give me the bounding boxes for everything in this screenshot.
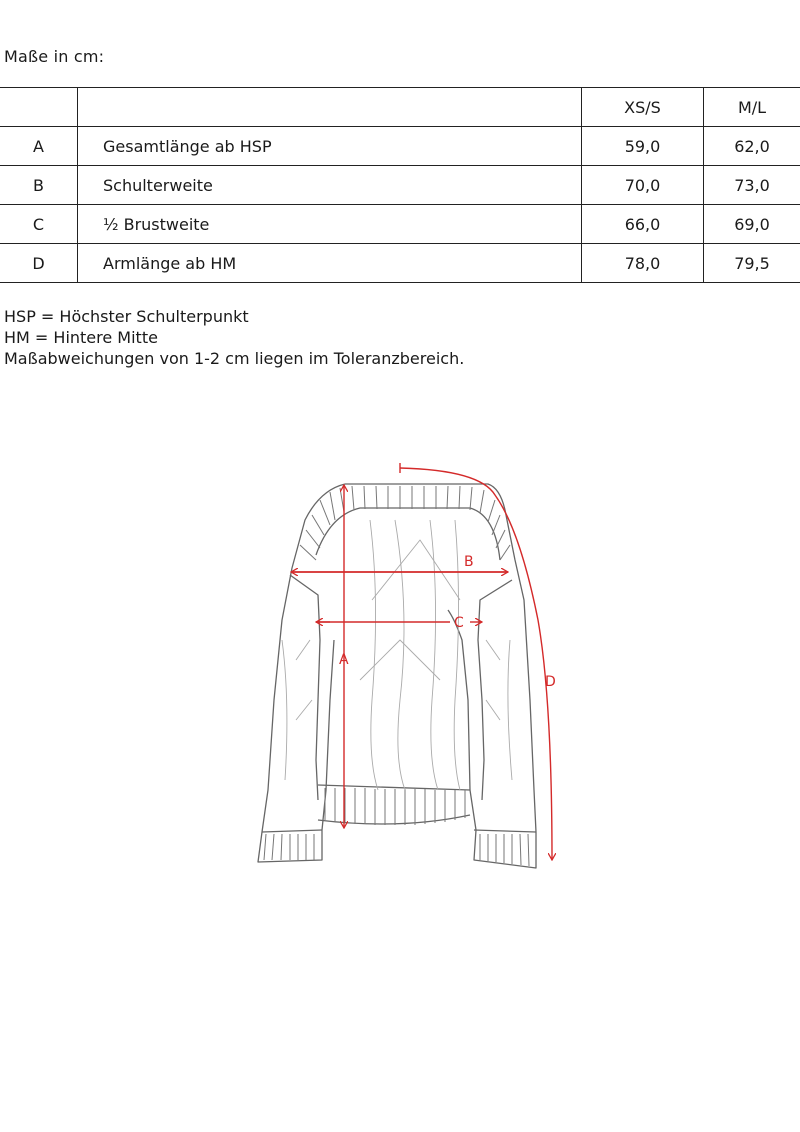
measurements-heading: Maße in cm:	[4, 47, 105, 66]
table-row	[0, 127, 800, 166]
row-xs-s-value: 66,0	[582, 205, 704, 244]
note-tolerance: Maßabweichungen von 1-2 cm liegen im Toleranzbereich.	[4, 349, 465, 368]
row-label: ½ Brustweite	[78, 205, 582, 244]
row-m-l-value: 73,0	[704, 166, 800, 205]
header-xs-s: XS/S	[582, 88, 704, 127]
row-key: A	[0, 127, 78, 166]
table-row	[0, 244, 800, 283]
row-xs-s-value: 70,0	[582, 166, 704, 205]
row-key: D	[0, 244, 78, 283]
row-m-l-value: 62,0	[704, 127, 800, 166]
row-xs-s-value: 59,0	[582, 127, 704, 166]
note-hm: HM = Hintere Mitte	[4, 328, 158, 347]
label-b: B	[464, 554, 474, 570]
row-m-l-value: 69,0	[704, 205, 800, 244]
header-label	[78, 88, 582, 127]
header-key	[0, 88, 78, 127]
sweater-sketch-icon	[258, 484, 536, 868]
label-a: A	[339, 652, 349, 668]
table-row	[0, 205, 800, 244]
table-header-row	[0, 88, 800, 127]
row-label: Armlänge ab HM	[78, 244, 582, 283]
measure-line-d	[400, 468, 552, 860]
row-label: Gesamtlänge ab HSP	[78, 127, 582, 166]
legend-notes	[4, 306, 464, 369]
table-row	[0, 166, 800, 205]
row-key: B	[0, 166, 78, 205]
header-m-l: M/L	[704, 88, 800, 127]
row-m-l-value: 79,5	[704, 244, 800, 283]
note-hsp: HSP = Höchster Schulterpunkt	[4, 307, 249, 326]
sweater-measurement-diagram	[240, 455, 580, 875]
row-xs-s-value: 78,0	[582, 244, 704, 283]
label-d: D	[545, 674, 556, 690]
size-table	[0, 87, 800, 283]
label-c: C	[454, 615, 464, 631]
row-key: C	[0, 205, 78, 244]
row-label: Schulterweite	[78, 166, 582, 205]
